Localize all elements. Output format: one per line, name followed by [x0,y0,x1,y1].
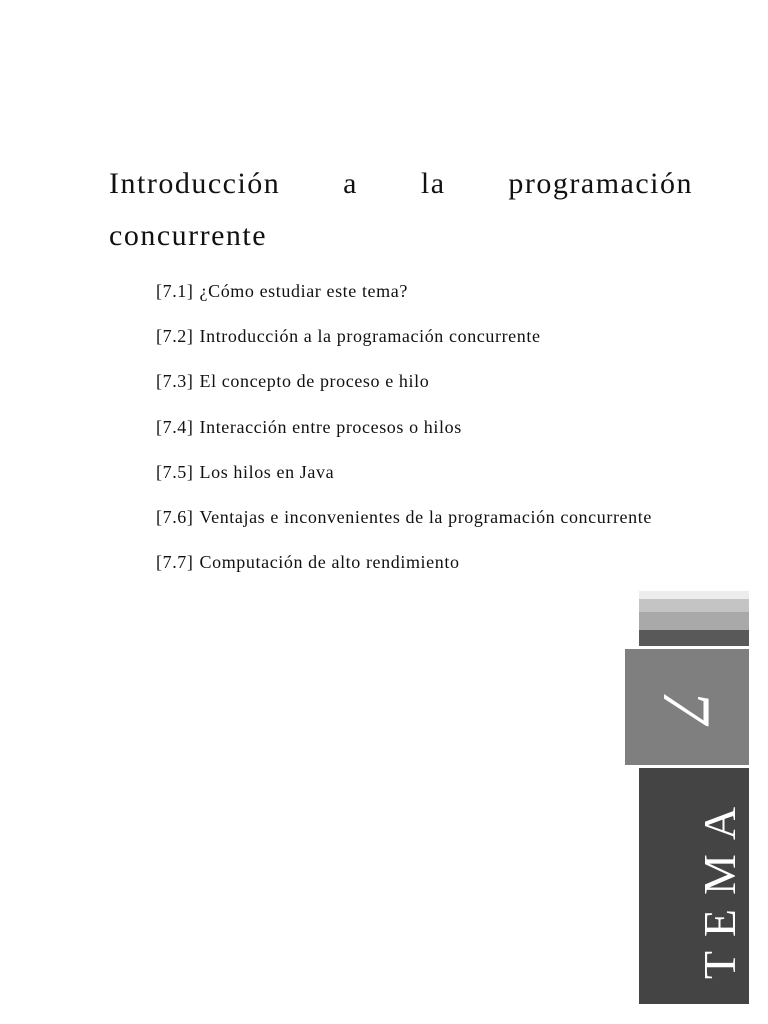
decorative-band [639,599,749,612]
table-of-contents [156,276,766,592]
toc-item-text: Introducción a la programación concurrente [199,326,541,347]
decorative-band [639,612,749,630]
toc-item-number: [7.5] [156,461,194,482]
chapter-number: 7 [649,690,725,724]
decorative-band [639,630,749,646]
chapter-title: Introducción a la programación concurrente [109,167,693,252]
toc-item-text: Los hilos en Java [199,461,335,482]
decorative-band [639,591,749,599]
toc-item-number: [7.3] [156,371,194,392]
chapter-label-tab [639,768,749,1004]
toc-item-number: [7.7] [156,552,194,573]
toc-item [156,547,766,592]
toc-item [156,502,766,547]
toc-item-number: [7.2] [156,326,194,347]
toc-item-text: El concepto de proceso e hilo [199,371,430,392]
toc-item-text: ¿Cómo estudiar este tema? [199,281,408,301]
toc-item [156,276,766,321]
toc-item-text: Interacción entre procesos o hilos [199,416,462,437]
toc-item [156,366,766,411]
toc-item-number: [7.1] [156,281,194,301]
chapter-label: TEMA [694,792,745,980]
toc-item-text: Ventajas e inconvenientes de la programación concurrente [199,506,652,527]
chapter-number-tab [625,649,749,765]
toc-item-number: [7.6] [156,506,194,527]
toc-item [156,321,766,366]
toc-item [156,457,766,502]
toc-item-number: [7.4] [156,416,194,437]
toc-item-text: Computación de alto rendimiento [199,552,460,573]
toc-item [156,412,766,457]
